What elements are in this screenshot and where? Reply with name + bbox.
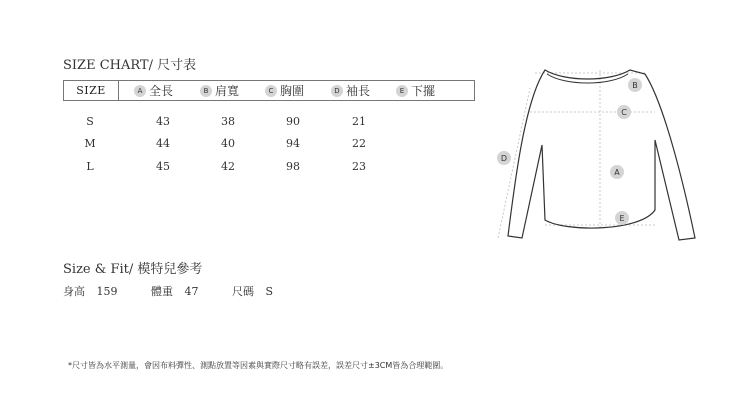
weight-value: 47 <box>184 285 199 298</box>
size-cell: L <box>86 160 94 173</box>
column-label-hem: 下擺 <box>411 84 436 98</box>
size-chart-title: SIZE CHART/ 尺寸表 <box>63 58 197 73</box>
badge-d: D <box>331 85 343 97</box>
height-label: 身高 <box>63 285 85 298</box>
value-cell: 23 <box>352 160 366 173</box>
column-label-length: 全長 <box>149 84 174 98</box>
table-row <box>63 115 483 131</box>
marker-c-label: C <box>621 108 627 117</box>
height-value: 159 <box>96 285 118 298</box>
column-label-sleeve: 袖長 <box>346 84 371 98</box>
badge-a: A <box>134 85 146 97</box>
value-cell: 42 <box>221 160 235 173</box>
value-cell: 98 <box>286 160 300 173</box>
value-cell: 45 <box>156 160 170 173</box>
badge-e: E <box>396 85 408 97</box>
value-cell: 44 <box>156 137 170 150</box>
size-cell: M <box>84 137 96 150</box>
column-label-shoulder: 肩寬 <box>215 84 240 98</box>
marker-e-label: E <box>619 214 625 223</box>
marker-a-label: A <box>614 168 620 177</box>
table-row <box>63 160 483 176</box>
value-cell: 22 <box>352 137 366 150</box>
model-measurements <box>63 283 273 299</box>
value-cell: 94 <box>286 137 300 150</box>
value-cell: 90 <box>286 115 300 128</box>
garment-diagram <box>490 60 710 245</box>
marker-d-label: D <box>500 154 508 163</box>
column-header-e <box>396 81 435 100</box>
column-header-b <box>200 81 239 100</box>
value-cell: 40 <box>221 137 235 150</box>
value-cell: 21 <box>352 115 366 128</box>
marker-b-label: B <box>632 81 638 90</box>
size-cell: S <box>86 115 94 128</box>
size-fit-title: Size & Fit/ 模特兒參考 <box>63 262 203 277</box>
measurement-note: *尺寸皆為水平測量，會因布料彈性、測點放置等因素與實際尺寸略有誤差，誤差尺寸±3CM皆為合理範圍。 <box>68 361 449 370</box>
badge-b: B <box>200 85 212 97</box>
column-header-c <box>265 81 304 100</box>
weight-label: 體重 <box>151 285 173 298</box>
column-label-chest: 胸圍 <box>280 84 305 98</box>
column-header-d <box>331 81 370 100</box>
size-label: 尺碼 <box>232 285 254 298</box>
column-header-a <box>134 81 173 100</box>
size-chart-header <box>63 80 475 101</box>
size-column-header: SIZE <box>64 81 119 100</box>
size-value: S <box>265 285 274 298</box>
shirt-outline <box>508 70 695 240</box>
table-row <box>63 137 483 153</box>
value-cell: 38 <box>221 115 235 128</box>
value-cell: 43 <box>156 115 170 128</box>
badge-c: C <box>265 85 277 97</box>
